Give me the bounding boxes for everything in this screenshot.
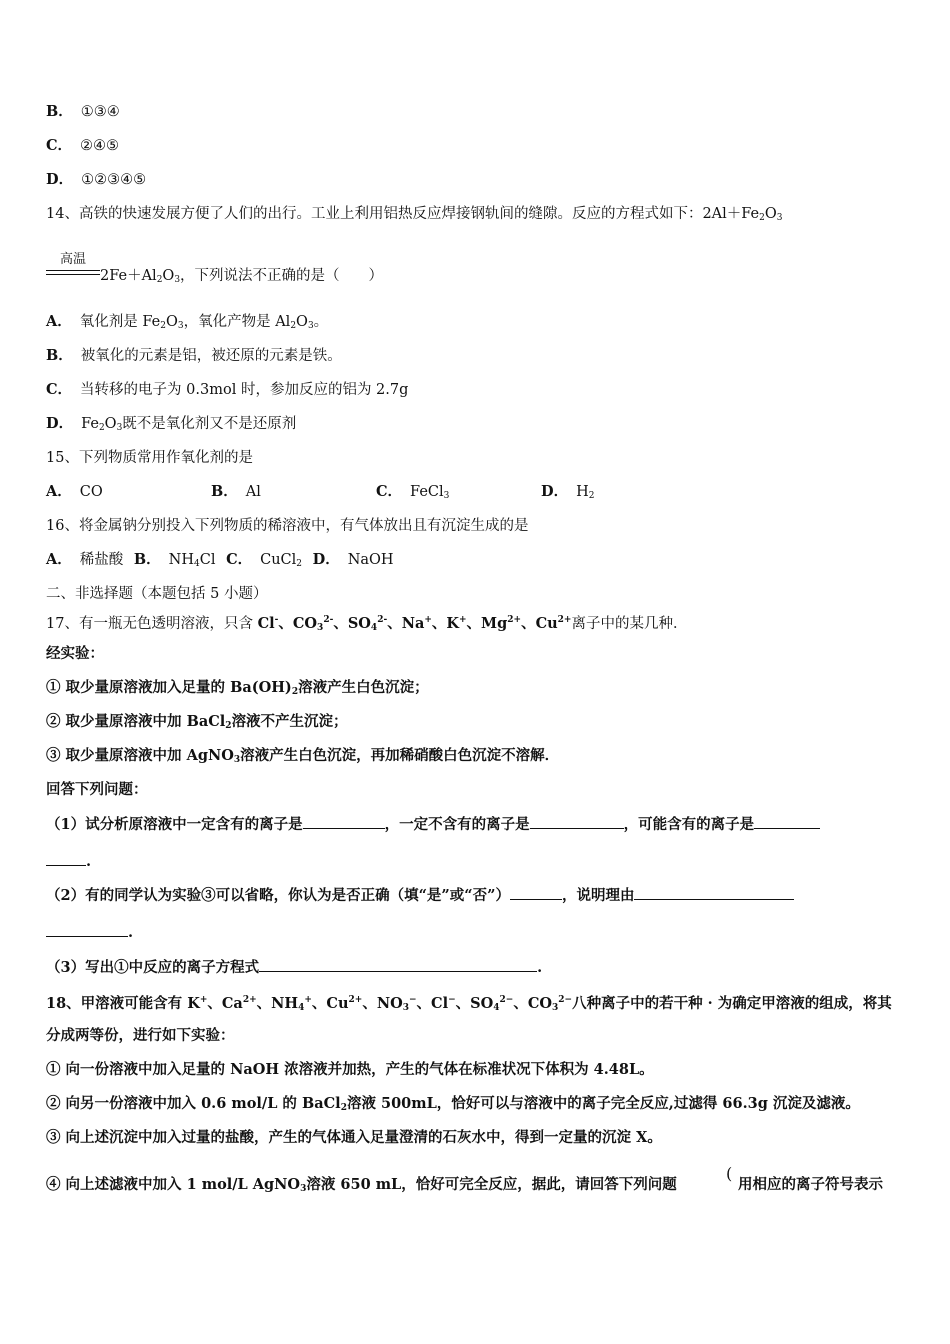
option-text: ②④⑤ [80, 138, 120, 154]
ion-symbol: K [446, 615, 459, 632]
ion-symbol: Cl [431, 995, 449, 1012]
q15-option-d [541, 482, 594, 506]
experiment-text: ④ 向上述滤液中加入 1 mol/L AgNO [46, 1176, 301, 1193]
q17-answer-title: 回答下列问题： [46, 781, 148, 798]
q14-stem-text: O [764, 206, 777, 222]
option-text: NH [168, 552, 194, 568]
experiment-text: 溶液产生白色沉淀； [298, 679, 429, 696]
q17-stem-text: 离子中的某几种． [571, 616, 688, 632]
subscript: 2 [98, 423, 105, 433]
q15-stem: 15、下列物质常用作氧化剂的是 [46, 450, 253, 466]
q14-stem-text: ，下列说法不正确的是（ ） [180, 268, 384, 284]
ion-list [187, 995, 572, 1012]
ion-charge: - [274, 615, 279, 625]
period: . [537, 959, 543, 976]
experiment-text: ② 取少量原溶液中加 BaCl [46, 713, 226, 730]
subscript: 2 [759, 213, 765, 223]
subscript: 3 [177, 321, 184, 331]
ion [481, 615, 521, 632]
answer-blank[interactable] [303, 813, 385, 829]
subscript: 2 [160, 321, 166, 331]
q17-sub1 [46, 813, 820, 835]
separator: 、 [256, 995, 272, 1012]
subscript: 2 [340, 1103, 347, 1113]
answer-blank[interactable] [634, 884, 794, 900]
option-label: B． [211, 483, 238, 500]
option-label: B． [133, 551, 161, 568]
option-text: O [165, 314, 178, 330]
period: . [128, 924, 134, 941]
option-text: Al [245, 484, 261, 500]
option-label: C． [46, 137, 73, 154]
option-label: C． [376, 483, 403, 500]
ion [528, 995, 572, 1012]
separator: 、 [207, 995, 222, 1012]
experiment-text: 溶液 500mL，恰好可以与溶液中的离子完全反应,过滤得 66.3g 沉淀及滤液。 [346, 1095, 860, 1112]
q17-sub2 [46, 884, 794, 906]
ion-symbol: Ca [221, 995, 243, 1012]
q17-experiment-2 [46, 712, 348, 736]
question-text: （2）有的同学认为实验③可以省略，你认为是否正确（填“是”或“否”） [46, 887, 510, 904]
q17-sub2-cont [46, 921, 133, 943]
subscript: 3 [174, 275, 181, 285]
q15-option-a [46, 482, 211, 502]
q14-stem-cont [100, 266, 383, 290]
subscript: 3 [552, 1003, 559, 1013]
ion-symbol: Mg [481, 615, 508, 632]
option-label: B． [46, 103, 73, 120]
option-text: Fe [81, 416, 99, 432]
q18-experiment-2 [46, 1094, 860, 1118]
option-text: O [104, 416, 117, 432]
option-text: 被氧化的元素是铝，被还原的元素是铁。 [80, 348, 342, 364]
ion-charge: + [424, 615, 432, 625]
option-label: A． [46, 551, 72, 568]
question-text: （1）试分析原溶液中一定含有的离子是 [46, 816, 303, 833]
option-text: CuCl [260, 552, 297, 568]
separator: 、 [513, 995, 528, 1012]
answer-blank[interactable] [510, 884, 562, 900]
q14-stem-text: 14、高铁的快速发展方便了人们的出行。工业上利用铝热反应焊接钢轨间的缝隙。反应的方程式如下：2Al＋Fe [46, 206, 760, 222]
option-label: D． [46, 171, 74, 188]
experiment-text: 溶液产生白色沉淀，再加稀硝酸白色沉淀不溶解． [240, 747, 560, 764]
q14-stem [46, 204, 783, 228]
option-text: 当转移的电子为 0.3mol 时，参加反应的铝为 2.7g [80, 382, 409, 398]
q14-option-d [46, 414, 296, 438]
ion-charge: 2− [499, 995, 514, 1005]
q17-experiment-title: 经实验： [46, 645, 104, 662]
q14-option-b [46, 346, 342, 366]
separator: 、 [431, 615, 447, 632]
q18-experiment-1: ① 向一份溶液中加入足量的 NaOH 浓溶液并加热，产生的气体在标准状况下体积为 4.48L。 [46, 1061, 654, 1078]
experiment-text: ① 取少量原溶液加入足量的 Ba(OH) [46, 679, 292, 696]
answer-blank[interactable] [530, 813, 624, 829]
equals-sign [46, 270, 100, 275]
option-text: Cl [199, 552, 216, 568]
ion-charge: 2+ [242, 995, 257, 1005]
q14-stem-text: 2Fe＋Al [100, 268, 157, 284]
ion-charge: − [448, 995, 456, 1005]
separator: 、 [311, 995, 327, 1012]
ion-symbol: Cu [326, 995, 349, 1012]
q17-stem-text: 17、有一瓶无色透明溶液，只含 [46, 616, 258, 632]
q17-sub1-cont [46, 850, 91, 872]
subscript: 4 [298, 1003, 305, 1013]
option-label: D． [46, 415, 74, 432]
ion [271, 995, 312, 1012]
ion [536, 615, 572, 632]
ion-symbol: SO [470, 995, 494, 1012]
option-label: A． [46, 313, 72, 330]
option-label: C． [46, 381, 73, 398]
option-label: D． [312, 551, 340, 568]
ion-symbol: CO [527, 995, 552, 1012]
q17-experiment-3 [46, 746, 559, 770]
ion-charge: 2+ [348, 995, 363, 1005]
option-text: 氧化剂是 Fe [79, 314, 161, 330]
ion [293, 615, 333, 632]
q17-stem [46, 610, 687, 638]
experiment-text: ② 向另一份溶液中加入 0.6 mol/L 的 BaCl [46, 1095, 341, 1112]
q15-option-c [376, 482, 541, 506]
section-heading: 二、非选择题（本题包括 5 小题） [46, 586, 268, 602]
subscript: 3 [116, 423, 123, 433]
ion-symbol: K [187, 995, 200, 1012]
option-label: D． [541, 483, 569, 500]
period: . [86, 853, 92, 870]
question-text: （3）写出①中反应的离子方程式 [46, 959, 260, 976]
q13-option-b [46, 102, 120, 122]
ion-symbol: NH [271, 995, 299, 1012]
question-text: ，一定不含有的离子是 [384, 816, 530, 833]
separator: 、 [278, 615, 293, 632]
q18-stem-text: 18、甲溶液可能含有 [46, 995, 188, 1012]
separator: 、 [466, 615, 482, 632]
subscript: 4 [193, 559, 200, 569]
option-text: FeCl [410, 484, 444, 500]
subscript: 2 [225, 721, 232, 731]
ion-symbol: NO [376, 995, 403, 1012]
subscript: 4 [493, 1003, 500, 1013]
ion [187, 995, 207, 1012]
option-text: ，氧化产物是 Al [183, 314, 291, 330]
ion-list [258, 615, 572, 632]
q14-stem-text: O [162, 268, 175, 284]
ion-symbol: Cl [257, 615, 275, 632]
subscript: 3 [307, 321, 314, 331]
subscript: 2 [156, 275, 163, 285]
subscript: 3 [443, 491, 450, 501]
separator: 、 [387, 615, 402, 632]
q13-option-d [46, 170, 146, 190]
subscript: 2 [588, 491, 595, 501]
option-text: H [576, 484, 589, 500]
ion-charge: + [304, 995, 312, 1005]
subscript: 3 [233, 755, 241, 765]
experiment-text: 溶液不产生沉淀； [231, 713, 348, 730]
separator: 、 [521, 615, 536, 632]
ion-charge: 2− [558, 995, 573, 1005]
separator: 、 [362, 995, 377, 1012]
option-label: A． [46, 483, 72, 500]
q18-experiment-4 [46, 1175, 677, 1199]
q14-option-a [46, 312, 328, 336]
ion-symbol: Cu [535, 615, 558, 632]
answer-blank[interactable] [46, 921, 128, 937]
q13-option-c [46, 136, 119, 156]
ion-charge: 2+ [557, 615, 572, 625]
q18-stem-text: 八种离子中的若干种 · 为确定甲溶液的组成，将其 [572, 995, 892, 1012]
q17-experiment-1 [46, 678, 429, 702]
ion-symbol: CO [292, 615, 318, 632]
reaction-condition [46, 252, 100, 275]
q15-options [46, 482, 594, 506]
q16-stem: 16、将金属钠分别投入下列物质的稀溶液中，有气体放出且有沉淀生成的是 [46, 518, 529, 534]
ion-symbol: SO [347, 615, 371, 632]
subscript: 3 [402, 1003, 409, 1013]
option-text: ①③④ [80, 104, 120, 120]
ion [326, 995, 362, 1012]
option-text: CO [79, 484, 103, 500]
ion-symbol: Na [401, 615, 425, 632]
ion-charge: 2- [377, 615, 388, 625]
separator: 、 [416, 995, 432, 1012]
subscript: 2 [290, 321, 297, 331]
q14-option-c [46, 380, 408, 400]
separator: 、 [455, 995, 471, 1012]
option-label: B． [46, 347, 73, 364]
q15-option-b [211, 482, 376, 502]
answer-blank[interactable] [259, 956, 537, 972]
q18-stem [46, 990, 892, 1018]
q17-sub3 [46, 956, 542, 978]
answer-blank[interactable] [754, 813, 820, 829]
option-text: O [296, 314, 308, 330]
subscript: 3 [300, 1184, 307, 1194]
question-text: ，可能含有的离子是 [623, 816, 755, 833]
answer-blank[interactable] [46, 850, 86, 866]
subscript: 4 [370, 623, 378, 633]
subscript: 3 [776, 213, 783, 223]
ion-charge: 2+ [507, 615, 522, 625]
q18-stem-cont: 分成两等份，进行如下实验： [46, 1027, 235, 1044]
ion [446, 615, 466, 632]
experiment-text: ③ 取少量原溶液中加 AgNO [46, 747, 234, 764]
separator: 、 [333, 615, 348, 632]
subscript: 3 [317, 623, 324, 633]
condition-label: 高温 [59, 252, 86, 267]
ion [431, 995, 456, 1012]
option-text: 。 [313, 314, 329, 330]
ion [470, 995, 513, 1012]
ion [402, 615, 432, 632]
subscript: 2 [291, 687, 299, 697]
q16-options [46, 550, 394, 574]
option-text: NaOH [347, 552, 394, 568]
option-text: 既不是氧化剂又不是还原剂 [122, 416, 297, 432]
ion-charge: − [408, 995, 417, 1005]
open-parenthesis: ( [726, 1164, 733, 1183]
option-text: 稀盐酸 [79, 552, 124, 568]
ion-charge: + [459, 615, 467, 625]
experiment-text: 溶液 650 mL，恰好可完全反应，据此，请回答下列问题 [306, 1176, 677, 1193]
q18-experiment-4-tail: 用相应的离子符号表示 [738, 1176, 883, 1193]
ion [222, 995, 257, 1012]
ion-charge: + [199, 995, 208, 1005]
q18-experiment-3: ③ 向上述沉淀中加入过量的盐酸，产生的气体通入足量澄清的石灰水中，得到一定量的沉淀 X。 [46, 1129, 662, 1146]
ion [348, 615, 387, 632]
subscript: 2 [296, 559, 303, 569]
question-text: ，说明理由 [561, 887, 635, 904]
ion [258, 615, 279, 632]
option-label: C． [226, 551, 253, 568]
ion-charge: 2- [323, 615, 334, 625]
option-text: ①②③④⑤ [81, 172, 147, 188]
ion [377, 995, 417, 1012]
